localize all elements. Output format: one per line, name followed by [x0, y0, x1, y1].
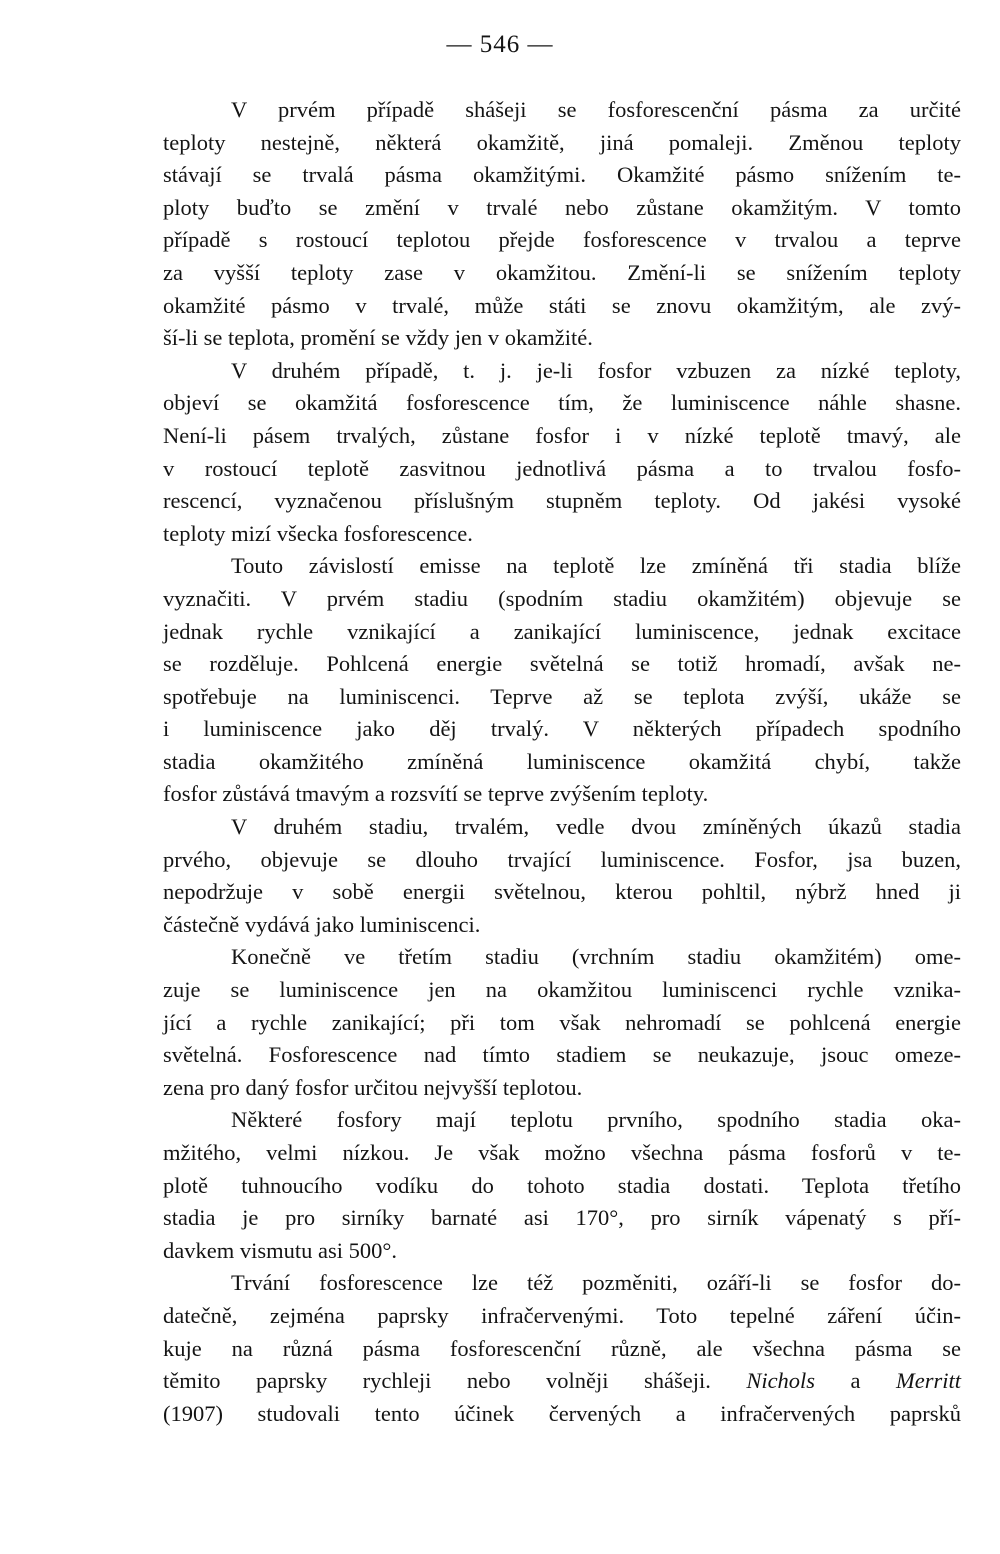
text-line: stávají se trvalá pásma okamžitými. Okamžité pásmo snížením te- — [163, 162, 961, 188]
text-line: zena pro daný fosfor určitou nejvyšší teplotou. — [163, 1074, 583, 1100]
text-line: Některé fosfory mají teplotu prvního, spodního stadia oka- — [231, 1107, 961, 1133]
text-line: prvého, objevuje se dlouho trvající luminiscence. Fosfor, jsa buzen, — [163, 846, 961, 872]
text-line: případě s rostoucí teplotou přejde fosforescence v trvalou a teprve — [163, 227, 961, 253]
text-line: plotě tuhnoucího vodíku do tohoto stadia dostati. Teplota třetího — [163, 1172, 961, 1198]
page-number: — 546 — — [446, 31, 554, 58]
text-line: kuje na různá pásma fosforescenční různě, ale všechna pásma se — [163, 1335, 961, 1361]
text-line: datečně, zejména paprsky infračervenými. Toto tepelné záření účin- — [163, 1302, 961, 1328]
body-text — [163, 94, 961, 1430]
text-line: rescencí, vyznačenou příslušným stupněm teploty. Od jakési vysoké — [163, 488, 961, 514]
text-line: V druhém stadiu, trvalém, vedle dvou zmíněných úkazů stadia — [231, 814, 961, 840]
text-line: Trvání fosforescence lze též pozměniti, ozáří-li se fosfor do- — [231, 1270, 961, 1296]
text-line: za vyšší teploty zase v okamžitou. Změní-li se snížením teploty — [163, 259, 961, 285]
text-line: stadia okamžitého zmíněná luminiscence okamžitá chybí, takže — [163, 748, 961, 774]
text-line: zuje se luminiscence jen na okamžitou luminiscenci rychle vznika- — [163, 977, 961, 1003]
text-line: (1907) studovali tento účinek červených a infračervených paprsků — [163, 1400, 961, 1426]
text-line: objeví se okamžitá fosforescence tím, že luminiscence náhle shasne. — [163, 390, 961, 416]
text-line: okamžité pásmo v trvalé, může státi se znovu okamžitým, ale zvý- — [163, 292, 961, 318]
text-line: v rostoucí teplotě zasvitnou jednotlivá pásma a to trvalou fosfo- — [163, 455, 961, 481]
text-line: V druhém případě, t. j. je-li fosfor vzbuzen za nízké teploty, — [231, 357, 961, 383]
text-line: jící a rychle zanikající; při tom však nehromadí se pohlcená energie — [163, 1009, 961, 1035]
text-line: teploty nestejně, některá okamžitě, jiná pomaleji. Změnou teploty — [163, 129, 961, 155]
text-line: V prvém případě shášeji se fosforescenční pásma za určité — [231, 97, 961, 122]
text-line: se rozděluje. Pohlcená energie světelná se totiž hromadí, avšak ne- — [163, 651, 961, 677]
text-line: stadia je pro sirníky barnaté asi 170°, pro sirník vápenatý s pří- — [163, 1205, 961, 1231]
text-line: Touto závislostí emisse na teplotě lze zmíněná tři stadia blíže — [231, 553, 961, 579]
text-line: jednak rychle vznikající a zanikající luminiscence, jednak excitace — [163, 618, 961, 644]
text-line: ploty buďto se změní v trvalé nebo zůstane okamžitým. V tomto — [163, 194, 961, 220]
text-line: mžitého, velmi nízkou. Je však možno všechna pásma fosforů v te- — [163, 1140, 961, 1165]
text-line: fosfor zůstává tmavým a rozsvítí se teprve zvýšením teploty. — [163, 781, 709, 807]
text-line: Není-li pásem trvalých, zůstane fosfor i v nízké teplotě tmavý, ale — [163, 422, 961, 448]
text-line: ší-li se teplota, promění se vždy jen v okamžité. — [163, 325, 593, 351]
text-line: teploty mizí všecka fosforescence. — [163, 520, 473, 546]
text-line: vyznačiti. V prvém stadiu (spodním stadiu okamžitém) objevuje se — [163, 585, 961, 611]
text-line: částečně vydává jako luminiscenci. — [163, 911, 481, 937]
text-line: i luminiscence jako děj trvalý. V některých případech spodního — [163, 716, 961, 742]
text-line: Konečně ve třetím stadiu (vrchním stadiu okamžitém) ome- — [231, 944, 961, 970]
text-line: těmito paprsky rychleji nebo volněji shášeji. Nichols a Merritt — [163, 1368, 961, 1394]
text-line: spotřebuje na luminiscenci. Teprve až se teplota zvýší, ukáže se — [163, 683, 961, 709]
text-line: nepodržuje v sobě energii světelnou, kterou pohltil, nýbrž hned ji — [163, 879, 961, 905]
text-line: davkem vismutu asi 500°. — [163, 1237, 397, 1263]
text-line: světelná. Fosforescence nad tímto stadiem se neukazuje, jsouc omeze- — [163, 1042, 961, 1068]
